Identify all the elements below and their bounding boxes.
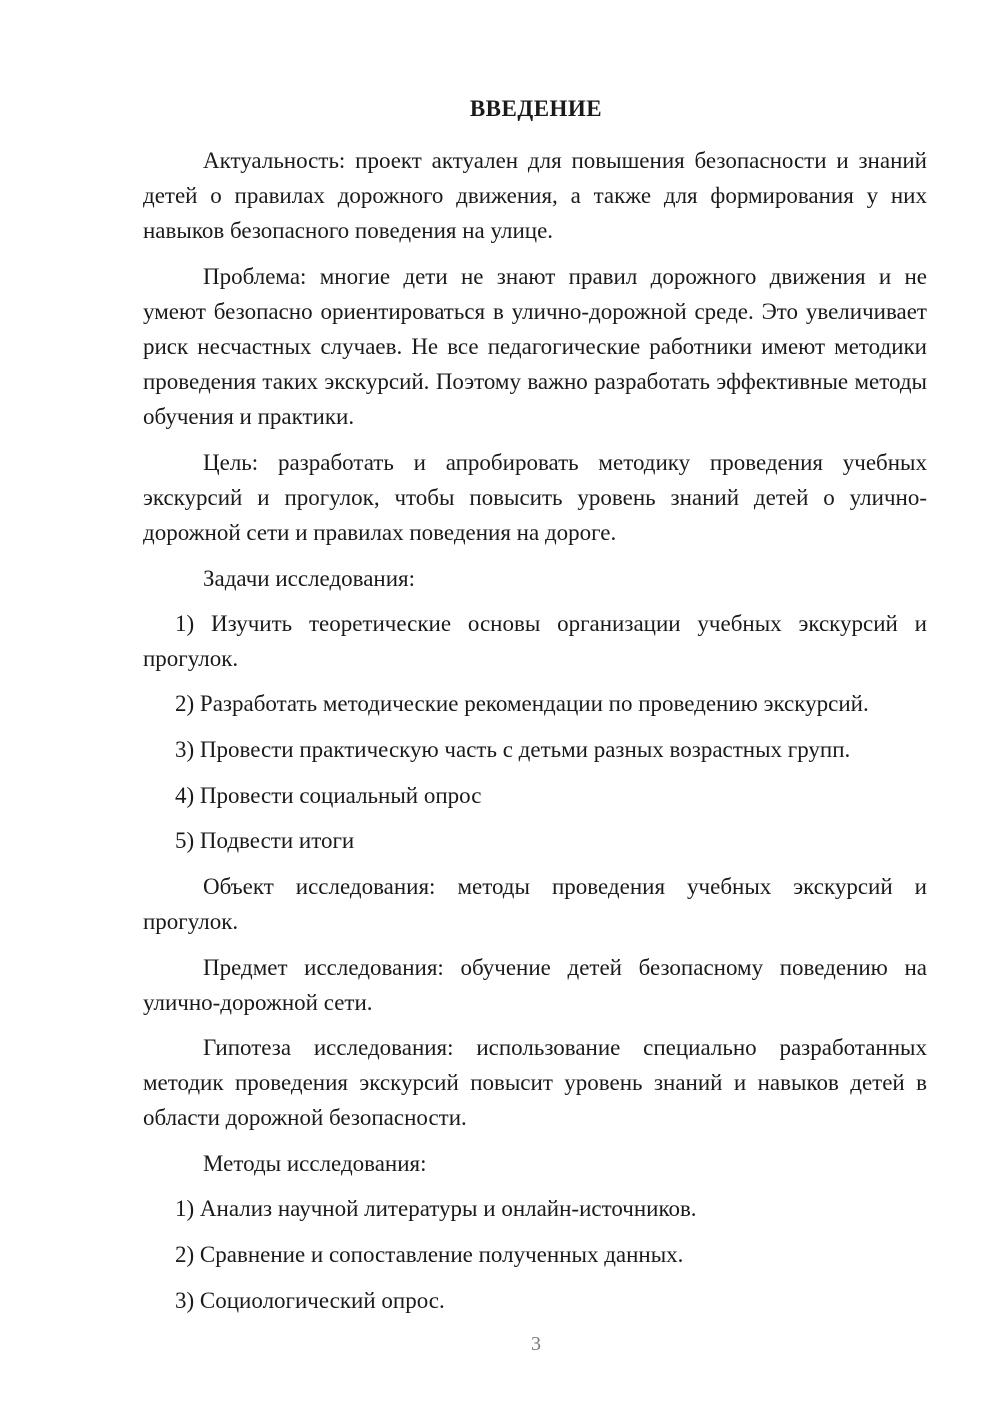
list-item: 1) Изучить теоретические основы организации учебных экскурсий и прогулок. [143,611,927,671]
relevance-paragraph: Актуальность: проект актуален для повышения безопасности и знаний детей о правилах дорожного движения, а также для формирования у них навыков безопасного поведения на улице. [143,148,927,243]
object-paragraph: Объект исследования: методы проведения учебных экскурсий и прогулок. [143,874,927,934]
subject-paragraph-block [143,950,927,1020]
list-item: 3) Провести практическую часть с детьми разных возрастных групп. [175,737,851,762]
relevance-paragraph-block [143,143,927,248]
tasks-item-1-block [143,606,927,676]
methods-item-2-block [143,1237,927,1272]
page-number: 3 [531,1333,541,1355]
subject-paragraph: Предмет исследования: обучение детей безопасному поведению на улично-дорожной сети. [143,955,927,1015]
tasks-item-3-block [143,732,927,767]
tasks-item-4-block [143,778,927,813]
list-item: 3) Социологический опрос. [175,1288,445,1313]
list-item: 1) Анализ научной литературы и онлайн-источников. [175,1196,697,1221]
methods-item-3-block [143,1283,927,1318]
list-item: 5) Подвести итоги [175,828,355,853]
goal-paragraph: Цель: разработать и апробировать методику проведения учебных экскурсий и прогулок, чтобы повысить уровень знаний детей о улично-дорожной сети и правилах поведения на дороге. [143,450,927,545]
page-title: ВВЕДЕНИЕ [469,96,603,121]
tasks-item-5-block [143,823,927,858]
problem-paragraph-block [143,259,927,434]
list-item: 2) Разработать методические рекомендации по проведению экскурсий. [175,691,869,716]
methods-heading: Методы исследования: [203,1151,427,1176]
list-item: 2) Сравнение и сопоставление полученных данных. [175,1242,684,1267]
problem-paragraph: Проблема: многие дети не знают правил дорожного движения и не умеют безопасно ориентироваться в улично-дорожной среде. Это увеличивает риск несчастных случаев. Не все педагогические работники имеют методики проведения таких экскурсий. Поэтому важно разработать эффективные методы обучения и практики. [143,264,927,429]
tasks-item-2-block [143,686,927,721]
object-paragraph-block [143,869,927,939]
list-item: 4) Провести социальный опрос [175,783,482,808]
methods-heading-block [143,1146,927,1181]
hypothesis-paragraph: Гипотеза исследования: использование специально разработанных методик проведения экскурсий повысит уровень знаний и навыков детей в области дорожной безопасности. [143,1035,927,1130]
tasks-heading-block [143,561,927,596]
hypothesis-paragraph-block [143,1030,927,1135]
tasks-heading: Задачи исследования: [203,566,416,591]
goal-paragraph-block [143,445,927,550]
methods-item-1-block [143,1191,927,1226]
